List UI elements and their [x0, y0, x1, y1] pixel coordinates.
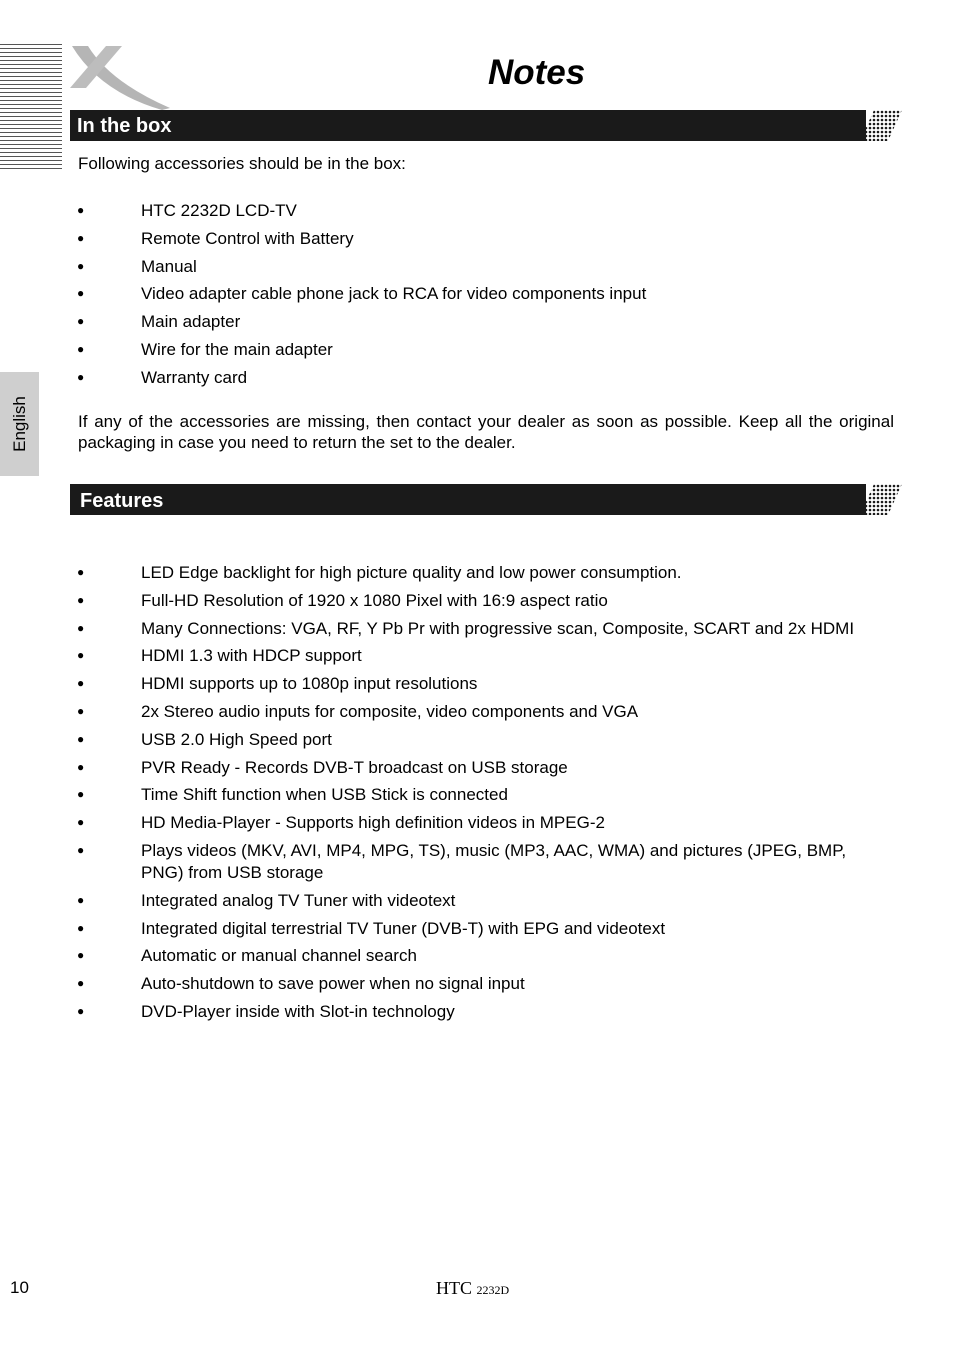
section-bar-background	[70, 484, 866, 515]
list-item: ● Time Shift function when USB Stick is connected	[0, 784, 855, 806]
section-header-features	[70, 484, 902, 515]
features-list	[0, 562, 855, 1029]
model-name	[436, 1278, 509, 1300]
halftone-dots-icon	[860, 110, 902, 141]
list-item: ● 2x Stereo audio inputs for composite, video components and VGA	[0, 701, 855, 723]
list-item: ● PVR Ready - Records DVB-T broadcast on USB storage	[0, 757, 855, 779]
model-suffix: 2232D	[476, 1283, 510, 1297]
list-item: ● USB 2.0 High Speed port	[0, 729, 855, 751]
section-bar-background	[70, 110, 866, 141]
brand-x-logo-icon	[66, 42, 170, 110]
list-item: ● HDMI 1.3 with HDCP support	[0, 645, 855, 667]
list-item: ● Video adapter cable phone jack to RCA for video components input	[0, 283, 855, 305]
list-item: ● HD Media-Player - Supports high definition videos in MPEG-2	[0, 812, 855, 834]
list-item: ● Manual	[0, 256, 855, 278]
list-item: ● Full-HD Resolution of 1920 x 1080 Pixel with 16:9 aspect ratio	[0, 590, 855, 612]
page-number: 10	[10, 1278, 29, 1297]
missing-accessories-note: If any of the accessories are missing, then contact your dealer as soon as possible. Keep all the original packaging in case you need to return the set to the dealer.	[78, 412, 894, 452]
list-item: ● Many Connections: VGA, RF, Y Pb Pr with progressive scan, Composite, SCART and 2x HDMI	[0, 618, 855, 640]
language-tab	[0, 372, 39, 476]
box-intro-text: Following accessories should be in the box:	[78, 154, 406, 173]
model-prefix: HTC	[436, 1278, 472, 1298]
list-item: ● LED Edge backlight for high picture quality and low power consumption.	[0, 562, 855, 584]
list-item: ● Integrated analog TV Tuner with videotext	[0, 890, 855, 912]
list-item: ● Remote Control with Battery	[0, 228, 855, 250]
list-item: ● DVD-Player inside with Slot-in technology	[0, 1001, 855, 1023]
list-item: ● Wire for the main adapter	[0, 339, 855, 361]
list-item: ● Automatic or manual channel search	[0, 945, 855, 967]
page-title: Notes	[488, 53, 586, 92]
section-heading: Features	[80, 490, 164, 512]
header-stripes	[0, 44, 62, 172]
halftone-dots-icon	[860, 484, 902, 515]
section-header-in-the-box	[70, 110, 902, 141]
language-label: English	[9, 396, 29, 452]
list-item: ● Auto-shutdown to save power when no signal input	[0, 973, 855, 995]
list-item: ● Warranty card	[0, 367, 855, 389]
section-heading: In the box	[77, 115, 172, 137]
list-item: ● HDMI supports up to 1080p input resolutions	[0, 673, 855, 695]
list-item: ● Plays videos (MKV, AVI, MP4, MPG, TS), music (MP3, AAC, WMA) and pictures (JPEG, BMP, PNG) from USB storage	[0, 840, 855, 884]
list-item: ● Integrated digital terrestrial TV Tuner (DVB-T) with EPG and videotext	[0, 918, 855, 940]
list-item: ● HTC 2232D LCD-TV	[0, 200, 855, 222]
box-contents-list	[0, 200, 855, 395]
list-item: ● Main adapter	[0, 311, 855, 333]
